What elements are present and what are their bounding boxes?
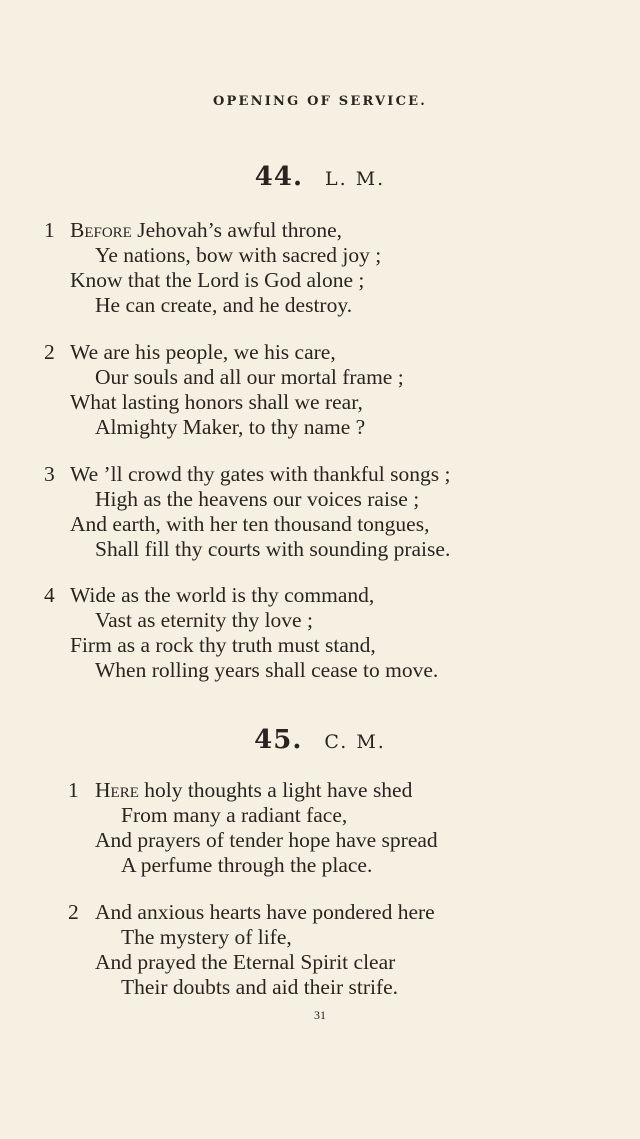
verse-line: And prayers of tender hope have spread bbox=[95, 828, 438, 852]
running-head: OPENING OF SERVICE. bbox=[213, 94, 427, 109]
verse-line: Ye nations, bow with sacred joy ; bbox=[95, 243, 382, 267]
stanza-number: 1 bbox=[44, 218, 55, 242]
verse-line: Know that the Lord is God alone ; bbox=[70, 268, 365, 292]
verse-line: Almighty Maker, to thy name ? bbox=[95, 415, 366, 439]
verse-line: Our souls and all our mortal frame ; bbox=[95, 365, 404, 389]
hymn-44-title bbox=[0, 162, 640, 192]
hymn-45-title bbox=[0, 725, 640, 755]
verse-line: We ’ll crowd thy gates with thankful songs ; bbox=[70, 462, 451, 486]
verse-line: The mystery of life, bbox=[121, 925, 292, 949]
hymn-meter: C. M. bbox=[324, 731, 386, 753]
verse-line bbox=[95, 778, 412, 803]
stanza-number: 4 bbox=[44, 583, 55, 607]
page-number: 31 bbox=[314, 1008, 326, 1022]
verse-line: Their doubts and aid their strife. bbox=[121, 975, 399, 999]
hymn-meter: L. M. bbox=[325, 168, 386, 190]
verse-line: High as the heavens our voices raise ; bbox=[95, 487, 420, 511]
verse-line: When rolling years shall cease to move. bbox=[95, 658, 439, 682]
verse-line: He can create, and he destroy. bbox=[95, 293, 353, 317]
drop-word: Before bbox=[70, 218, 132, 242]
verse-line: From many a radiant face, bbox=[121, 803, 348, 827]
verse-text: Jehovah’s awful throne, bbox=[131, 218, 343, 242]
verse-line: And earth, with her ten thousand tongues, bbox=[70, 512, 430, 536]
verse-line: What lasting honors shall we rear, bbox=[70, 390, 363, 414]
stanza-number: 1 bbox=[68, 778, 79, 802]
drop-word: Here bbox=[95, 778, 139, 802]
verse-text: holy thoughts a light have shed bbox=[138, 778, 413, 802]
stanza-number: 2 bbox=[44, 340, 55, 364]
stanza-number: 3 bbox=[44, 462, 55, 486]
verse-line: A perfume through the place. bbox=[121, 853, 373, 877]
verse-line: And anxious hearts have pondered here bbox=[95, 900, 435, 924]
verse-line: And prayed the Eternal Spirit clear bbox=[95, 950, 396, 974]
verse-line: Firm as a rock thy truth must stand, bbox=[70, 633, 376, 657]
hymn-number: 45. bbox=[254, 725, 303, 755]
hymn-number: 44. bbox=[254, 162, 304, 192]
verse-line: Shall fill thy courts with sounding praise. bbox=[95, 537, 451, 561]
verse-line: Wide as the world is thy command, bbox=[70, 583, 375, 607]
verse-line bbox=[70, 218, 342, 243]
verse-line: Vast as eternity thy love ; bbox=[95, 608, 313, 632]
verse-line: We are his people, we his care, bbox=[70, 340, 336, 364]
stanza-number: 2 bbox=[68, 900, 79, 924]
